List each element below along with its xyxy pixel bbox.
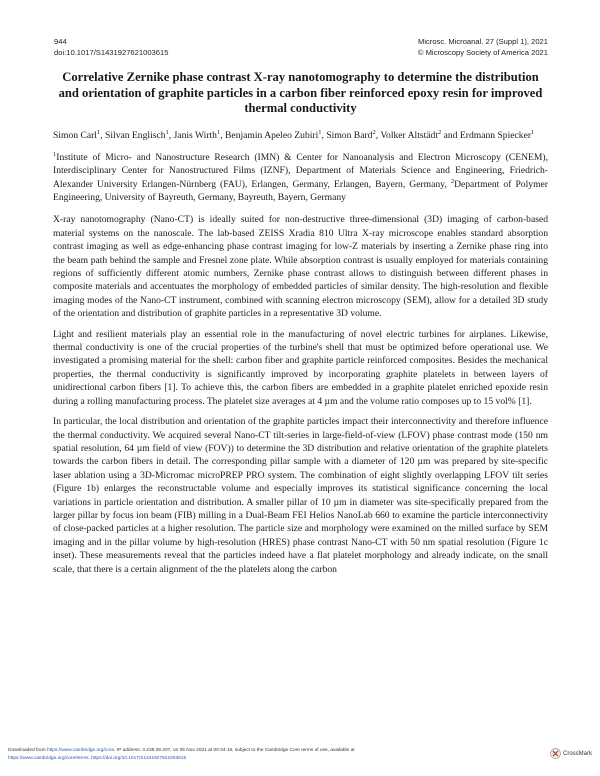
paragraph-methods: In particular, the local distribution and orientation of the graphite particles impact their interconnectivity and therefore influence the thermal conductivity. We acquired several Nano-CT tilt-series in large-field-of-view (LFOV) phase contrast mode (150 nm spatial resolution, 64 µm field of view (FOV)) to determine the 3D distribution and relative orientation of the graphite platelets towards the carbon fibers in detail. The corresponding pillar sample with a diameter of 120 µm was prepared by site-specific laser ablation using a 3D-Micromac microPREP PRO system. The combination of eight slightly overlapping LFOV tilt series (Figure 1b) enlarges the reconstructable volume and especially improves its statistical significance concerning the local variations in particle orientation and distribution. A smaller pillar of 10 µm in diameter was site-specifically prepared from the larger pillar by focus ion beam (FIB) milling in a Dual-Beam FEI Helios NanoLab 660 to examine the particle interconnectivity of close-packed particles at a higher resolution. The particle size and morphology were examined on the milled surface by SEM imaging and in the pillar volume by high-resolution (HRES) phase contrast Nano-CT with 50 nm spatial resolution (Figure 1c inset). These measurements reveal that the particles indeed have a flat platelet morphology and already indicate, on the small scale, that there is a certain alignment of the the platelets along the carbon: [53, 416, 548, 575]
copyright-line: © Microscopy Society of America 2021: [417, 47, 548, 57]
download-footer: Downloaded from https://www.cambridge.org/core. IP address: 3.238.29.207, on 05 Nov 2021 at 00:34:16, subject to the Cambridge Core terms of use, available at https://www.cambridge.org/core/terms. https://doi.org/10.1017/S1431927621003615: [8, 748, 355, 761]
doi-link[interactable]: https://doi.org/10.1017/S1431927621003615: [91, 755, 187, 761]
paragraph-abstract: X-ray nanotomography (Nano-CT) is ideally suited for non-destructive three-dimensional (3D) imaging of carbon-based material systems on the nanoscale. The lab-based ZEISS Xradia 810 Ultra X-ray microscope enables standard absorption contrast imaging as well as edge-enhancing phase contrast imaging for low-Z materials by inserting a Zernike phase ring into the beam path behind the sample and Fresnel zone plate. While absorption contrast is usually employed for materials containing regions of sufficiently different atomic numbers, Zernike phase contrast allows to distinguish between different phases in composite materials and accentuates the morphology of embedded particles of similar density. The high-resolution and flexible imaging modes of the Nano-CT instrument, combined with scanning electron microscopy (SEM), allow for a detailed 3D study of the orientation and distribution of graphite particles in a representative 3D volume.: [53, 214, 548, 320]
crossmark-label: CrossMark: [562, 750, 592, 757]
author: Simon Bard$^2$,: [326, 128, 381, 141]
author: Silvan Englisch$^1$,: [105, 128, 174, 141]
affiliation-1: Institute of Micro- and Nanostructure Research (IMN) & Center for Nanoanalysis and Electron Microscopy (CENEM), Interdisciplinary Center for Nanostructured Films (IZNF), Department of Materials Science and Engineering, Friedrich-Alexander University Erlangen-Nürnberg (FAU), Erlangen, Germany, Erlangen, Bayern, Germany,: [53, 151, 548, 190]
author: Volker Altstädt$^2$: [380, 128, 442, 141]
author: Janis Wirth$^1$,: [173, 128, 226, 141]
author: Simon Carl$^1$,: [53, 128, 106, 141]
running-header-right: [418, 37, 548, 58]
paragraph-materials: Light and resilient materials play an essential role in the manufacturing of novel electric turbines for airplanes. Likewise, thermal conductivity is one of the crucial properties of the turbine's shell that must be optimized before operational use. We investigated a promising material for the shell: carbon fiber and graphite particle reinforced composites. Besides the mechanical properties, the thermal conductivity is significantly improved by incorporating graphite platelets in between layers of unidirectional carbon fibers [1]. To achieve this, the carbon fibers are embedded in a graphite platelet enriched epoxide resin during a rolling manufacturing process. The platelet size averages at 4 µm and the volume ratio composes up to 15 vol% [1].: [53, 328, 548, 407]
page-number: 944: [54, 37, 67, 46]
running-header-left: [54, 37, 168, 58]
author: and Erdmann Spiecker$^1$: [443, 128, 535, 141]
affiliation-marker: 1: [53, 150, 57, 158]
crossmark-badge[interactable]: [550, 748, 592, 759]
doi: doi:10.1017/S1431927621003615: [54, 47, 169, 57]
terms-link[interactable]: https://www.cambridge.org/core/terms: [8, 755, 89, 761]
affiliations: [53, 151, 548, 205]
crossmark-icon: [550, 748, 561, 759]
journal-citation: Microsc. Microanal. 27 (Suppl 1), 2021: [418, 37, 548, 46]
article-body: [53, 70, 548, 576]
article-title: Correlative Zernike phase contrast X-ray nanotomography to determine the distribution and orientation of graphite particles in a carbon fiber reinforced epoxy resin for improved thermal conductivity: [58, 70, 543, 116]
author-list: [53, 129, 548, 143]
affiliation-marker: 2: [450, 177, 455, 185]
author: Benjamin Apeleo Zubiri$^1$,: [225, 128, 327, 141]
affiliation-2: Department of Polymer Engineering, University of Bayreuth, Germany, Bayreuth, Bayern, Germany: [53, 178, 548, 203]
core-link[interactable]: https://www.cambridge.org/core: [46, 748, 115, 753]
